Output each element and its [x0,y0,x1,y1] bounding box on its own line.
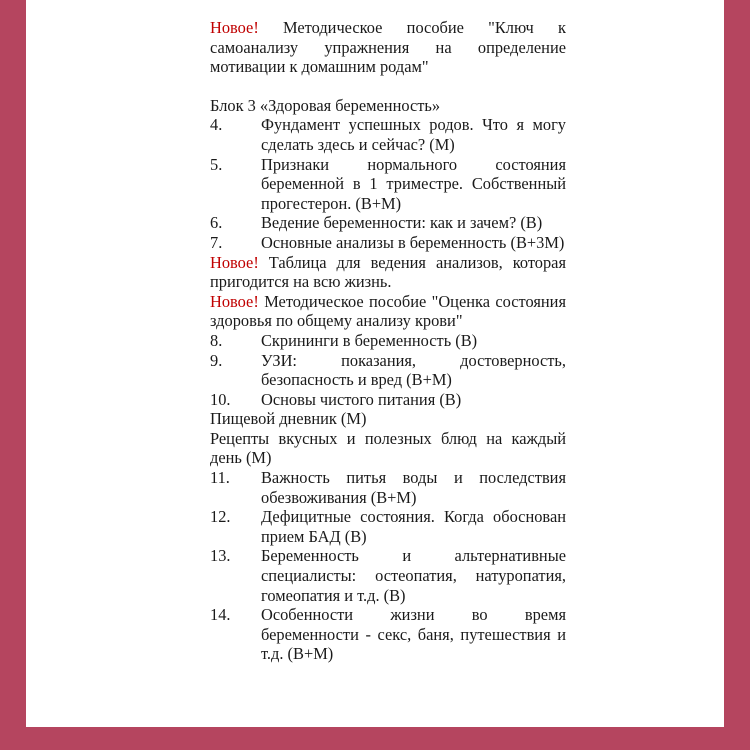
plain-line-food-diary: Пищевой дневник (М) [210,409,367,429]
list-item-7 [210,233,566,253]
item-text: Признаки нормального состояния беременной в 1 триместре. Собственный прогестерон. (В+М) [261,154,566,213]
intro-text: Методическое пособие "Ключ к самоанализу упражнения на определение мотивации к домашним родам" [210,18,566,77]
item-text: Ведение беременности: как и зачем? (В) [261,213,543,233]
new-label: Новое! [210,252,259,272]
item-number: 12. [210,507,231,527]
item-number: 14. [210,605,231,625]
list-item-10 [210,390,566,410]
list-item-4 [210,115,566,154]
item-number: 4. [210,115,223,135]
list-item-14 [210,605,566,664]
list-item-5 [210,155,566,214]
item-text: Дефицитные состояния. Когда обоснован прием БАД (В) [261,507,566,546]
item-text: Скрининги в беременность (В) [261,330,478,350]
intro-paragraph [210,18,566,77]
document-sheet [26,0,724,727]
item-text: Важность питья воды и последствия обезвоживания (В+М) [261,468,566,507]
list-item-6 [210,213,566,233]
item-number: 6. [210,213,223,233]
document-text [210,18,566,664]
item-text: Беременность и альтернативные специалисты: остеопатия, натуропатия, гомеопатия и т.д. (В) [261,546,566,605]
new-label: Новое! [210,291,259,311]
item-number: 8. [210,330,223,350]
new-note-manual [210,292,566,331]
item-text: Фундамент успешных родов. Что я могу сделать здесь и сейчас? (М) [261,115,566,154]
new-note-table [210,253,566,292]
list-item-13 [210,546,566,605]
note-text: Таблица для ведения анализов, которая пригодится на всю жизнь. [210,252,566,292]
item-number: 13. [210,546,231,566]
note-text: Методическое пособие "Оценка состояния здоровья по общему анализу крови" [210,291,566,331]
item-number: 11. [210,468,230,488]
new-label: Новое! [210,18,259,37]
item-number: 9. [210,350,223,370]
plain-line-recipes: Рецепты вкусных и полезных блюд на каждый день (М) [210,428,566,468]
list-item-11 [210,468,566,507]
list-item-12 [210,507,566,546]
list-item-9 [210,351,566,390]
item-number: 5. [210,154,223,174]
block-title: Блок 3 «Здоровая беременность» [210,95,441,115]
item-text: Основы чистого питания (В) [261,389,462,409]
list-item-8 [210,331,566,351]
item-text: УЗИ: показания, достоверность, безопасность и вред (В+М) [261,350,566,390]
item-number: 10. [210,389,231,409]
item-text: Особенности жизни во время беременности - секс, баня, путешествия и т.д. (В+М) [261,605,566,664]
item-text: Основные анализы в беременность (В+3М) [261,232,565,252]
item-number: 7. [210,232,223,252]
